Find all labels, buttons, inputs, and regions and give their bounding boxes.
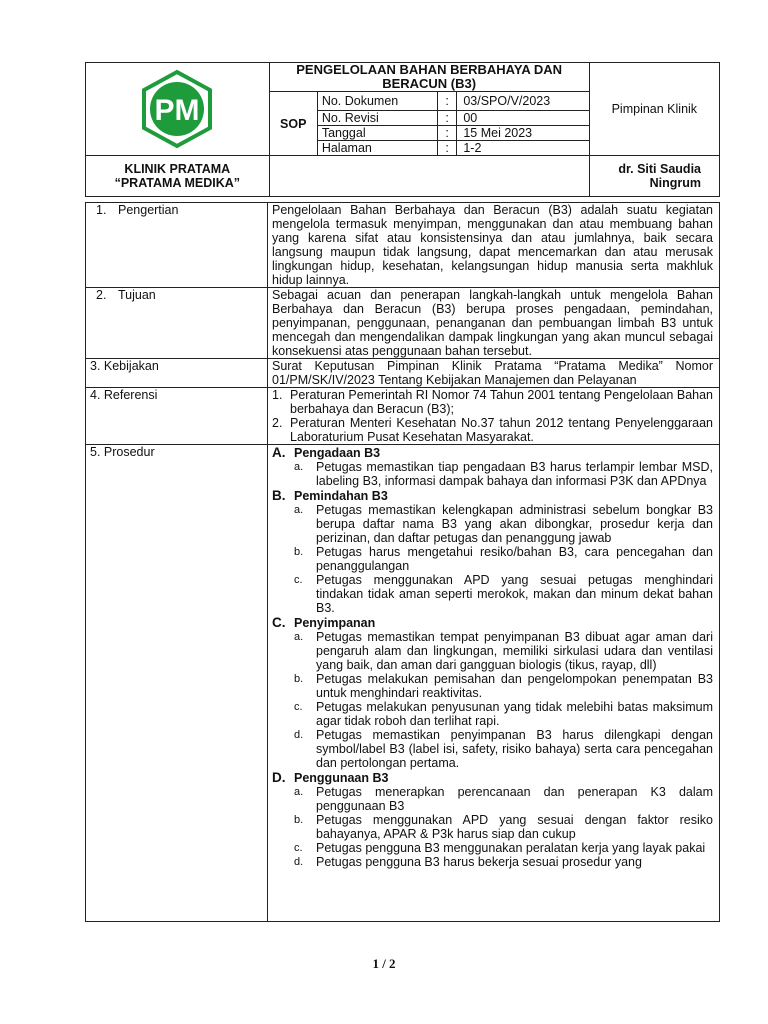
section-label: 2. Tujuan <box>86 288 268 359</box>
procedure-step: c. Petugas melakukan penyusunan yang tidak melebihi batas maksimum agar tidak roboh dan terlihat rapi. <box>294 700 713 728</box>
procedure-step: c. Petugas pengguna B3 menggunakan peralatan kerja yang layak pakai <box>294 841 706 855</box>
meta-value: 1-2 <box>457 141 589 156</box>
section-label: 3. Kebijakan <box>86 359 268 388</box>
meta-colon: : <box>437 92 456 111</box>
procedure-step: b. Petugas melakukan pemisahan dan pengelompokan penempatan B3 untuk menghindari reaktivitas. <box>294 672 713 700</box>
clinic-logo-icon <box>137 69 217 149</box>
header-table <box>85 62 720 197</box>
procedure-heading: C. Penyimpanan <box>272 615 376 630</box>
clinic-name: KLINIK PRATAMA “PRATAMA MEDIKA” <box>86 156 270 197</box>
document-title: PENGELOLAAN BAHAN BERBAHAYA DAN BERACUN (B3) <box>269 63 589 92</box>
signer-name: dr. Siti Saudia Ningrum <box>589 156 719 197</box>
meta-key: Halaman <box>317 141 437 156</box>
procedure-step: a. Petugas memastikan tempat penyimpanan B3 dibuat agar aman dari pengaruh alam dan lingkungan, memiliki sirkulasi udara dan ventilasi yang baik, dan aman dari gangguan biologis (tikus, rayap, dll) <box>294 630 713 672</box>
meta-colon: : <box>437 126 456 141</box>
meta-colon: : <box>437 111 456 126</box>
reference-number: 1. <box>272 388 283 402</box>
meta-value: 00 <box>457 111 589 126</box>
row-tujuan <box>86 288 720 359</box>
section-label: 4. Referensi <box>86 388 268 445</box>
procedure-step: a. Petugas memastikan kelengkapan administrasi sebelum bongkar B3 berupa daftar nama B3 yang akan dibongkar, prosedur kerja dan perizinan, dan daftar petugas dan penanggung jawab <box>294 503 713 545</box>
procedure-step: a. Petugas menerapkan perencanaan dan penerapan K3 dalam penggunaan B3 <box>294 785 713 813</box>
row-prosedur <box>86 445 720 922</box>
procedure-heading: A. Pengadaan B3 <box>272 445 381 460</box>
reference-text: Peraturan Pemerintah RI Nomor 74 Tahun 2001 tentang Pengelolaan Bahan berbahaya dan Beracun (B3); <box>290 388 713 416</box>
meta-value: 15 Mei 2023 <box>457 126 589 141</box>
section-label: 5. Prosedur <box>86 445 268 922</box>
procedure-step: d. Petugas memastikan penyimpanan B3 harus dilengkapi dengan symbol/label B3 (label isi, safety, risiko bahaya) serta cara pencegahan dan pertolongan pertama. <box>294 728 713 770</box>
procedure-step: a. Petugas memastikan tiap pengadaan B3 harus terlampir lembar MSD, labeling B3, informasi dampak bahaya dan informasi P3K dan APDnya <box>294 460 713 488</box>
approver-title: Pimpinan Klinik <box>589 63 719 156</box>
prosedur-content <box>268 445 720 922</box>
kebijakan-text: Surat Keputusan Pimpinan Klinik Pratama “Pratama Medika” Nomor 01/PM/SK/IV/2023 Tentang Kebijakan Manajemen dan Pelayanan <box>268 359 720 388</box>
meta-key: No. Revisi <box>317 111 437 126</box>
meta-value: 03/SPO/V/2023 <box>457 92 589 111</box>
row-kebijakan <box>86 359 720 388</box>
reference-number: 2. <box>272 416 283 430</box>
logo-text: PM <box>154 94 200 127</box>
reference-item <box>272 416 713 444</box>
procedure-step: d. Petugas pengguna B3 harus bekerja sesuai prosedur yang <box>294 855 642 869</box>
procedure-step: c. Petugas menggunakan APD yang sesuai petugas menghindari tindakan tidak aman seperti merokok, makan dan minum dekat bahan B3. <box>294 573 713 615</box>
procedure-step: b. Petugas harus mengetahui resiko/bahan B3, cara pencegahan dan penanggulangan <box>294 545 713 573</box>
meta-key: No. Dokumen <box>317 92 437 111</box>
reference-item <box>272 388 713 416</box>
row-pengertian <box>86 203 720 288</box>
section-label: 1. Pengertian <box>86 203 268 288</box>
procedure-heading: B. Pemindahan B3 <box>272 488 388 503</box>
meta-key: Tanggal <box>317 126 437 141</box>
meta-colon: : <box>437 141 456 156</box>
procedure-step: b. Petugas menggunakan APD yang sesuai dengan faktor resiko bahayanya, APAR & P3k harus siap dan cukup <box>294 813 713 841</box>
tujuan-text: Sebagai acuan dan penerapan langkah-langkah untuk mengelola Bahan Berbahaya dan Beracun (B3) berupa proses pengadaan, pemindahan, penyimpanan, penggunaan, penanganan dan pembuangan limbah B3 untuk mencegah dan mengendalikan dampak lingkungan yang akan muncul sebagai konsekuensi atas penggunaan bahan tersebut. <box>268 288 720 359</box>
referensi-list <box>268 388 720 445</box>
row-referensi <box>86 388 720 445</box>
reference-text: Peraturan Menteri Kesehatan No.37 tahun 2012 tentang Penyelenggaraan Laboraturium Pusat Kesehatan Masyarakat. <box>290 416 713 444</box>
procedure-heading: D. Penggunaan B3 <box>272 770 389 785</box>
content-table <box>85 202 720 922</box>
logo-cell <box>86 63 270 156</box>
sop-label: SOP <box>269 92 317 156</box>
blank-cell <box>269 156 589 197</box>
pengertian-text: Pengelolaan Bahan Berbahaya dan Beracun (B3) adalah suatu kegiatan mengelola termasuk menyimpan, menggunakan dan atau membuang bahan yang karena sifat atau konsistensinya dan atau jumlahnya, baik secara langsung maupun tidak langsung, dapat mencemarkan dan atau merusak lingkungan hidup, kesehatan, kelangsungan hidup manusia serta makhluk hidup lainnya. <box>268 203 720 288</box>
page-number: 1 / 2 <box>372 956 396 971</box>
